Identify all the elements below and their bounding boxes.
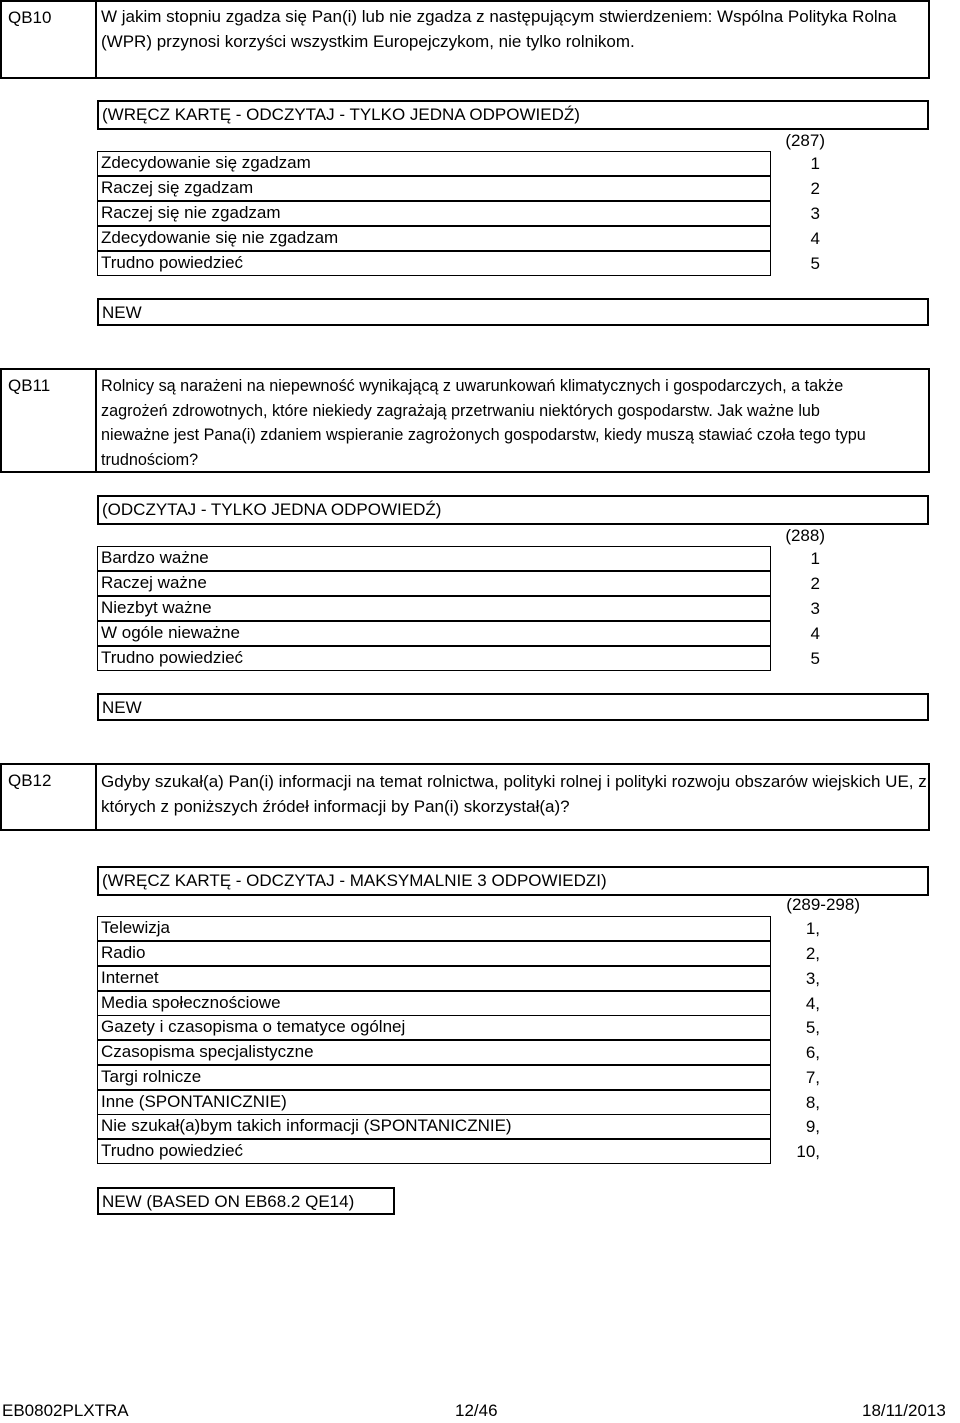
qb10-new-tag: NEW	[97, 298, 929, 326]
qb12-new-tag: NEW (BASED ON EB68.2 QE14)	[97, 1187, 395, 1215]
option-value: 8,	[805, 1093, 820, 1112]
option-value: 4	[810, 229, 820, 248]
option-value: 6,	[805, 1043, 820, 1062]
qb12-id: QB12	[8, 771, 52, 790]
option-value: 9,	[805, 1117, 820, 1136]
qb11-instruction: (ODCZYTAJ - TYLKO JEDNA ODPOWIEDŹ)	[97, 495, 929, 525]
qb10-id: QB10	[8, 8, 52, 27]
option-value: 7,	[805, 1068, 820, 1087]
option-value: 1	[810, 154, 820, 173]
list-item: Raczej się nie zgadzam	[97, 201, 771, 226]
option-value: 3,	[805, 969, 820, 988]
list-item: Targi rolnicze	[97, 1065, 771, 1090]
qb11-id: QB11	[8, 376, 51, 395]
list-item: Zdecydowanie się zgadzam	[97, 151, 771, 176]
list-item: Niezbyt ważne	[97, 596, 771, 621]
option-value: 10,	[796, 1142, 820, 1161]
qb12-code: (289-298)	[786, 895, 860, 914]
qb10-code: (287)	[785, 131, 825, 150]
option-value: 3	[810, 599, 820, 618]
qb12-question: Gdyby szukał(a) Pan(i) informacji na temat rolnictwa, polityki rolnej i polityki rozwoju obszarów wiejskich UE, z których z poniższych źródeł informacji by Pan(i) skorzystał(a)?	[101, 772, 927, 816]
option-value: 2,	[805, 944, 820, 963]
list-item: W ogóle nieważne	[97, 621, 771, 646]
option-value: 5	[810, 649, 820, 668]
list-item: Raczej ważne	[97, 571, 771, 596]
list-item: Gazety i czasopisma o tematyce ogólnej	[97, 1015, 771, 1040]
list-item: Raczej się zgadzam	[97, 176, 771, 201]
list-item: Radio	[97, 941, 771, 966]
list-item: Trudno powiedzieć	[97, 1139, 771, 1164]
list-item: Nie szukał(a)bym takich informacji (SPONTANICZNIE)	[97, 1114, 771, 1139]
list-item: Trudno powiedzieć	[97, 646, 771, 671]
list-item: Media społecznościowe	[97, 991, 771, 1016]
option-value: 2	[810, 574, 820, 593]
list-item: Bardzo ważne	[97, 546, 771, 571]
option-value: 4,	[805, 994, 820, 1013]
qb12-instruction: (WRĘCZ KARTĘ - ODCZYTAJ - MAKSYMALNIE 3 ODPOWIEDZI)	[97, 866, 929, 896]
qb11-question: Rolnicy są narażeni na niepewność wynikającą z uwarunkowań klimatycznych i gospodarczych, a także zagrożeń zdrowotnych, które niekiedy zagrażają przetrwaniu niektórych gospodarstw. Jak ważne lub nieważne jest Pana(i) zdaniem wspieranie zagrożonych gospodarstw, kiedy muszą stawiać czoła tego typu trudnościom?	[101, 377, 866, 469]
option-value: 5,	[805, 1018, 820, 1037]
option-value: 1,	[805, 919, 820, 938]
qb11-code: (288)	[785, 526, 825, 545]
option-value: 5	[810, 254, 820, 273]
list-item: Inne (SPONTANICZNIE)	[97, 1090, 771, 1115]
qb10-instruction: (WRĘCZ KARTĘ - ODCZYTAJ - TYLKO JEDNA ODPOWIEDŹ)	[97, 100, 929, 130]
option-value: 3	[810, 204, 820, 223]
footer-page-number: 12/46	[455, 1401, 498, 1420]
option-value: 1	[810, 549, 820, 568]
qb11-new-tag: NEW	[97, 693, 929, 721]
list-item: Zdecydowanie się nie zgadzam	[97, 226, 771, 251]
qb10-question: W jakim stopniu zgadza się Pan(i) lub nie zgadza z następującym stwierdzeniem: Wspólna Polityka Rolna (WPR) przynosi korzyści wszystkim Europejczykom, nie tylko rolnikom.	[101, 7, 897, 51]
footer-date: 18/11/2013	[862, 1401, 946, 1420]
option-value: 4	[810, 624, 820, 643]
list-item: Trudno powiedzieć	[97, 251, 771, 276]
footer-document-id: EB0802PLXTRA	[2, 1401, 129, 1420]
list-item: Internet	[97, 966, 771, 991]
list-item: Czasopisma specjalistyczne	[97, 1040, 771, 1065]
option-value: 2	[810, 179, 820, 198]
list-item: Telewizja	[97, 916, 771, 941]
